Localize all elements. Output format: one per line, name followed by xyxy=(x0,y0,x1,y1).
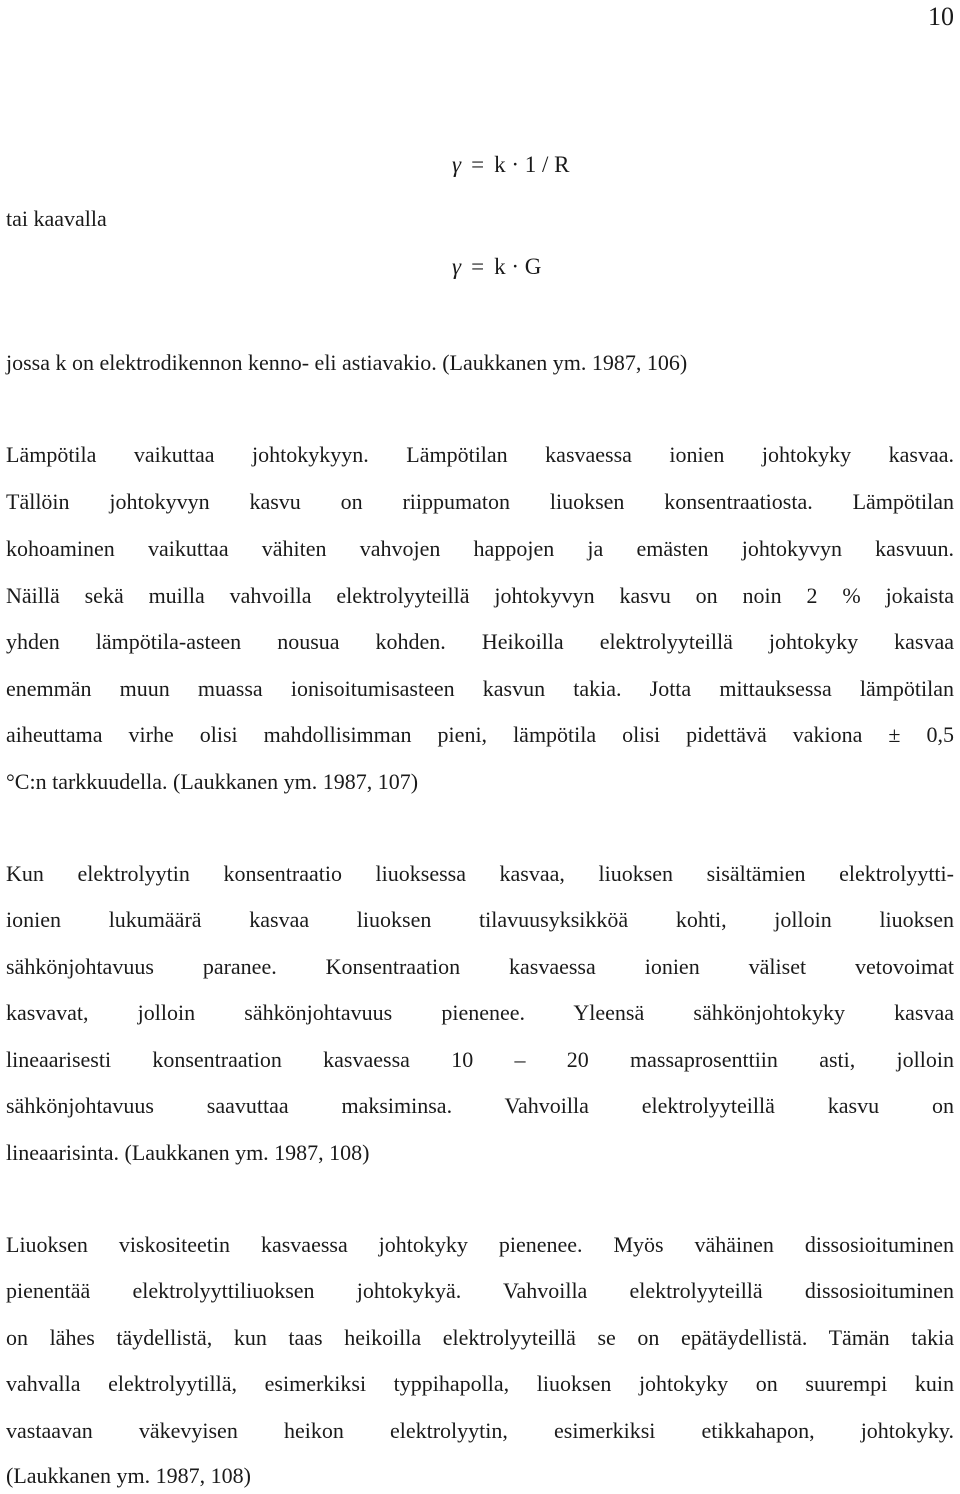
text-line: vastaavan väkevyisen heikon elektrolyytin, esimerkiksi etikkahapon, johtokyky. xyxy=(6,1418,954,1443)
text-line: Näillä sekä muilla vahvoilla elektrolyyteillä johtokyvyn kasvu on noin 2 % jokaista xyxy=(6,583,954,608)
text-line: kohoaminen vaikuttaa vähiten vahvojen happojen ja emästen johtokyvyn kasvuun. xyxy=(6,536,954,561)
text-line: lineaarisinta. (Laukkanen ym. 1987, 108) xyxy=(6,1140,370,1165)
formula-gamma-k-inverse-r xyxy=(452,152,569,178)
text-line: jossa k on elektrodikennon kenno- eli astiavakio. (Laukkanen ym. 1987, 106) xyxy=(6,350,688,375)
intro-line: tai kaavalla xyxy=(6,206,107,231)
text-line: Tällöin johtokyvyn kasvu on riippumaton liuoksen konsentraatiosta. Lämpötilan xyxy=(6,489,954,514)
formula-symbol: γ xyxy=(452,254,462,279)
text-line: °C:n tarkkuudella. (Laukkanen ym. 1987, 107) xyxy=(6,769,419,794)
text-line: sähkönjohtavuus paranee. Konsentraation kasvaessa ionien väliset vetovoimat xyxy=(6,954,954,979)
text-line: vahvalla elektrolyytillä, esimerkiksi typpihapolla, liuoksen johtokyky on suurempi kuin xyxy=(6,1371,954,1396)
text-line: sähkönjohtavuus saavuttaa maksiminsa. Vahvoilla elektrolyyteillä kasvu on xyxy=(6,1093,954,1118)
text-line: Liuoksen viskositeetin kasvaessa johtokyky pienenee. Myös vähäinen dissosioituminen xyxy=(6,1232,954,1257)
text-line: yhden lämpötila-asteen nousua kohden. Heikoilla elektrolyyteillä johtokyky kasvaa xyxy=(6,629,954,654)
text-line: on lähes täydellistä, kun taas heikoilla elektrolyyteillä se on epätäydellistä. Tämän takia xyxy=(6,1325,954,1350)
text-line: enemmän muun muassa ionisoitumisasteen kasvun takia. Jotta mittauksessa lämpötilan xyxy=(6,676,954,701)
text-line: lineaarisesti konsentraation kasvaessa 10 – 20 massaprosenttiin asti, jolloin xyxy=(6,1047,954,1072)
text-line: Kun elektrolyytin konsentraatio liuoksessa kasvaa, liuoksen sisältämien elektrolyytti- xyxy=(6,861,954,886)
formula-operator: = xyxy=(471,152,485,177)
text-line: ionien lukumäärä kasvaa liuoksen tilavuusyksikköä kohti, jolloin liuoksen xyxy=(6,907,954,932)
formula-operator: = xyxy=(471,254,485,279)
text-line: (Laukkanen ym. 1987, 108) xyxy=(6,1463,251,1488)
text-line: kasvavat, jolloin sähkönjohtavuus pienenee. Yleensä sähkönjohtokyky kasvaa xyxy=(6,1000,954,1025)
text-line: aiheuttama virhe olisi mahdollisimman pieni, lämpötila olisi pidettävä vakiona ± 0,5 xyxy=(6,722,954,747)
page-number: 10 xyxy=(928,2,954,31)
text-line: Lämpötila vaikuttaa johtokykyyn. Lämpötilan kasvaessa ionien johtokyky kasvaa. xyxy=(6,442,954,467)
formula-rhs: k · 1 / R xyxy=(494,152,570,177)
formula-gamma-k-g xyxy=(452,254,541,280)
formula-symbol: γ xyxy=(452,152,462,177)
text-line: pienentää elektrolyyttiliuoksen johtokykyä. Vahvoilla elektrolyyteillä dissosioituminen xyxy=(6,1278,954,1303)
formula-rhs: k · G xyxy=(494,254,542,279)
